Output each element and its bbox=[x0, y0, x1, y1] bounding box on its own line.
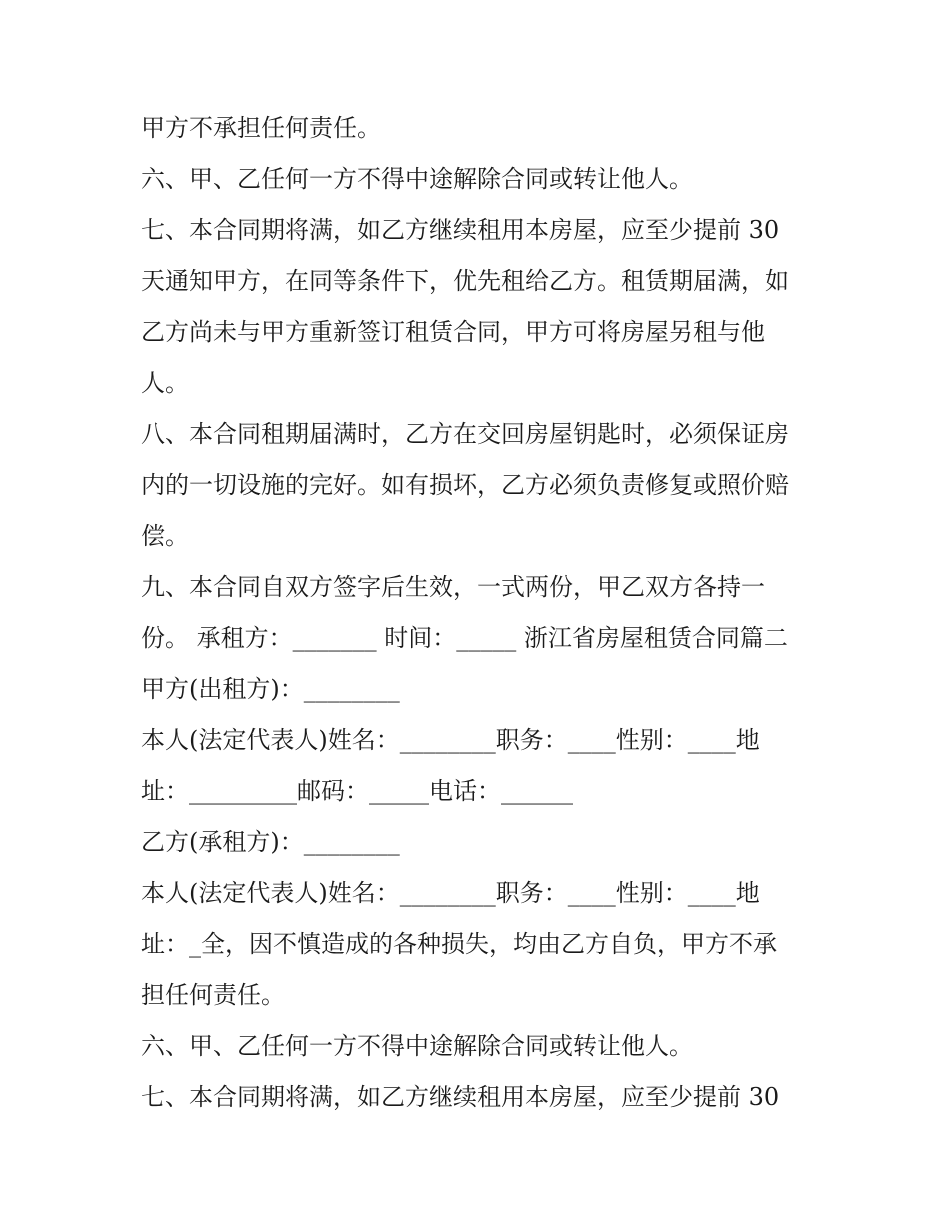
text-line: 天通知甲方，在同等条件下，优先租给乙方。租赁期届满，如 bbox=[141, 267, 789, 295]
text-line: 九、本合同自双方签字后生效，一式两份，甲乙双方各持一 bbox=[141, 573, 765, 601]
text-line: 乙方尚未与甲方重新签订租赁合同，甲方可将房屋另租与他 bbox=[141, 318, 765, 346]
text-line: 址：_________邮码：_____电话：______ bbox=[141, 777, 573, 805]
text-line: 甲方不承担任何责任。 bbox=[141, 114, 381, 142]
text-line: 人。 bbox=[141, 369, 189, 397]
text-line: 本人(法定代表人)姓名：________职务：____性别：____地 bbox=[141, 879, 760, 907]
text-line: 址：_全，因不慎造成的各种损失，均由乙方自负，甲方不承 bbox=[141, 930, 777, 958]
text-line: 份。 承租方：_______ 时间：_____ 浙江省房屋租赁合同篇二 bbox=[141, 624, 788, 652]
text-line: 六、甲、乙任何一方不得中途解除合同或转让他人。 bbox=[141, 165, 693, 193]
text-line: 八、本合同租期届满时，乙方在交回房屋钥匙时，必须保证房 bbox=[141, 420, 789, 448]
text-line: 甲方(出租方)：________ bbox=[141, 675, 400, 703]
text-line: 七、本合同期将满，如乙方继续租用本房屋，应至少提前 30 bbox=[141, 1083, 780, 1111]
text-line: 乙方(承租方)：________ bbox=[141, 828, 400, 856]
text-line: 本人(法定代表人)姓名：________职务：____性别：____地 bbox=[141, 726, 760, 754]
text-line: 偿。 bbox=[141, 522, 189, 550]
text-line: 七、本合同期将满，如乙方继续租用本房屋，应至少提前 30 bbox=[141, 216, 780, 244]
text-line: 内的一切设施的完好。如有损坏，乙方必须负责修复或照价赔 bbox=[141, 471, 789, 499]
text-line: 六、甲、乙任何一方不得中途解除合同或转让他人。 bbox=[141, 1032, 693, 1060]
text-line: 担任何责任。 bbox=[141, 981, 285, 1009]
